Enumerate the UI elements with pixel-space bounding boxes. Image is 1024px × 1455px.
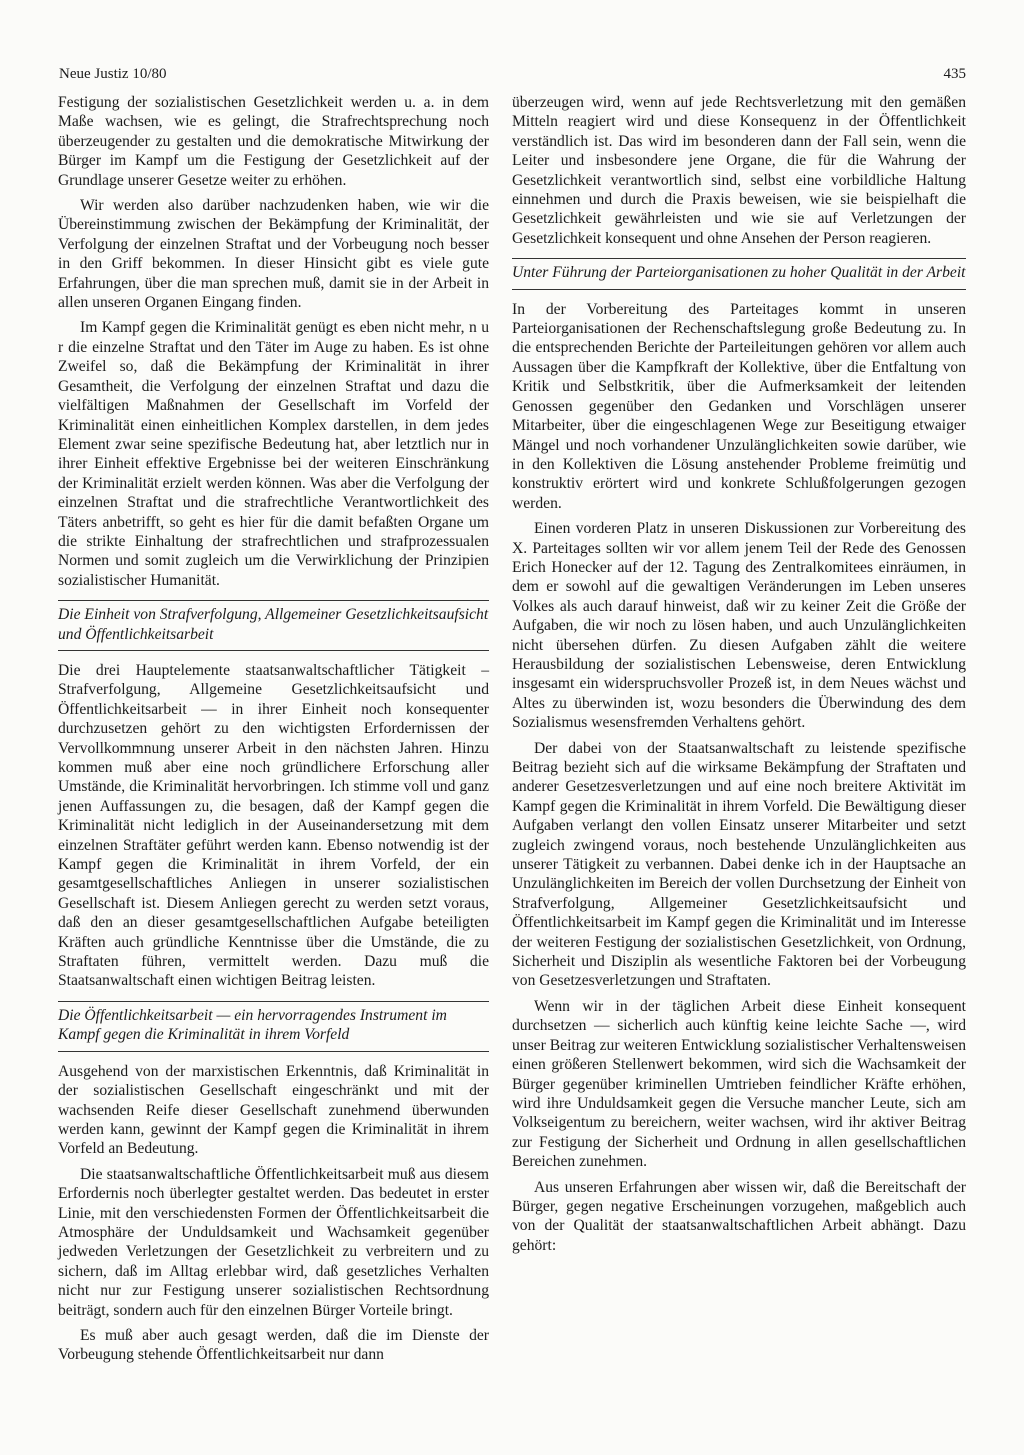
section-divider xyxy=(58,600,489,601)
paragraph: In der Vorbereitung des Parteitages kommt in unseren Parteiorganisationen der Rechenschaftslegung große Bedeutung zu. In die entsprechenden Berichte der Parteileitungen gehören vor allem auch Aussagen über die Kampfkraft der Kollektive, über die Entfaltung von Kritik und Selbstkritik, über die Aufmerksamkeit der leitenden Genossen gegenüber den Gedanken und Vorschlägen unserer Mitarbeiter, über die eingeschlagenen Wege zur Beseitigung etwaiger Mängel und noch vorhandener Unzulänglichkeiten sowie darüber, wie in den Kollektiven die Lösung anstehender Probleme freimütig und konstruktiv erörtert wird und konkrete Schlußfolgerungen gezogen werden. xyxy=(512,300,966,512)
paragraph: Aus unseren Erfahrungen aber wissen wir, daß die Bereitschaft der Bürger, gegen negative Erscheinungen vorzugehen, maßgeblich auch von der Qualität der staatsanwaltschaftlichen Arbeit abhängt. Dazu gehört: xyxy=(512,1178,966,1254)
paragraph: Die staatsanwaltschaftliche Öffentlichkeitsarbeit muß aus diesem Erfordernis noch überlegter gestaltet werden. Das bedeutet in erster Linie, mit den verschiedensten Formen der Öffentlichkeitsarbeit die Atmosphäre der Unduldsamkeit und Wachsamkeit gegenüber jedweden Verletzungen der Gesetzlichkeit zu verbreitern und zu sichern, daß im Alltag erlebbar wird, daß gesetzliches Verhalten nicht nur zur Festigung unserer sozialistischen Rechtsordnung beiträgt, sondern auch für den einzelnen Bürger Vorteile bringt. xyxy=(58,1165,489,1319)
section-divider xyxy=(512,258,966,259)
paragraph: Der dabei von der Staatsanwaltschaft zu leistende spezifische Beitrag bezieht sich auf die wirksame Bekämpfung der Straftaten und anderer Gesetzesverletzungen und auf eine noch breitere Aktivität im Kampf gegen die Kriminalität in ihrem Vorfeld. Die Bewältigung dieser Aufgaben verlangt den vollen Einsatz unserer Mitarbeiter und setzt zugleich zwingend voraus, noch bestehende Unzulänglichkeiten aus unserer Tätigkeit zu verbannen. Dabei denke ich in der Hauptsache an Unzulänglichkeiten im Bereich der vollen Durchsetzung der Einheit von Strafverfolgung, Allgemeiner Gesetzlichkeitsaufsicht und Öffentlichkeitsarbeit im Kampf gegen die Kriminalität und im Interesse der weiteren Festigung der sozialistischen Gesetzlichkeit, von Ordnung, Sicherheit und Disziplin als wesentliche Faktoren bei der Vorbeugung von Gesetzesverletzungen und Straftaten. xyxy=(512,739,966,990)
paragraph: Wir werden also darüber nachzudenken haben, wie wir die Übereinstimmung zwischen der Bekämpfung der Kriminalität, der Verfolgung der einzelnen Straftat und der Vorbeugung noch besser in den Griff bekommen. In dieser Hinsicht gibt es viele gute Erfahrungen, über die man sprechen muß, damit sie in der Arbeit in allen unseren Organen Eingang finden. xyxy=(58,197,489,312)
left-column xyxy=(58,93,489,1365)
running-header xyxy=(59,66,966,88)
section-divider xyxy=(58,1001,489,1002)
paragraph: Die drei Hauptelemente staatsanwaltschaftlicher Tätigkeit – Strafverfolgung, Allgemeine Gesetzlichkeitsaufsicht und Öffentlichkeitsarbeit — in ihrer Einheit noch konsequenter durchzusetzen gehört zu den wichtigsten Erfordernissen der Vervollkommnung unserer Arbeit in den nächsten Jahren. Hinzu kommen muß aber eine noch gründlichere Erforschung aller Umstände, die Kriminalität hervorbringen. Ich stimme voll und ganz jenen Auffassungen zu, die besagen, daß der Kampf gegen die Kriminalität nicht lediglich in der Auseinandersetzung mit dem einzelnen Straftäter geführt werden kann. Ebenso notwendig ist der Kampf gegen die Kriminalität in ihrem Vorfeld, der ein gesamtgesellschaftliches Anliegen in unserer sozialistischen Gesellschaft ist. Diesem Anliegen gerecht zu werden setzt voraus, daß den an dieser gesamtgesellschaftlichen Aufgabe beteiligten Kräften auch gründliche Kenntnisse über die Umstände, die zu Straftaten führen, vermittelt werden. Dazu muß die Staatsanwaltschaft einen wichtigen Beitrag leisten. xyxy=(58,661,489,990)
journal-title: Neue Justiz 10/80 xyxy=(59,66,167,82)
right-column xyxy=(512,93,966,1255)
paragraph: Ausgehend von der marxistischen Erkenntnis, daß Kriminalität in der sozialistischen Gesellschaft eingeschränkt und mit der wachsenden Reife dieser Gesellschaft zunehmend überwunden werden kann, gewinnt der Kampf gegen die Kriminalität in ihrem Vorfeld an Bedeutung. xyxy=(58,1062,489,1158)
section-heading: Die Öffentlichkeitsarbeit — ein hervorragendes Instrument im Kampf gegen die Kriminalität in ihrem Vorfeld xyxy=(58,1006,489,1052)
paragraph: überzeugen wird, wenn auf jede Rechtsverletzung mit den gemäßen Mitteln reagiert wird und diese Konsequenz in der Öffentlichkeit verständlich ist. Das wird im besonderen dann der Fall sein, wenn die Leiter und insbesondere jene Organe, die für die Wahrung der Gesetzlichkeit verantwortlich sind, selbst eine vorbildliche Haltung einnehmen und durch die Praxis beweisen, wie sie beispielhaft die Gesetzlichkeit gewährleisten und wie sie auf Verletzungen der Gesetzlichkeit konsequent und ohne Ansehen der Person reagieren. xyxy=(512,94,966,247)
section-heading: Die Einheit von Strafverfolgung, Allgemeiner Gesetzlichkeitsaufsicht und Öffentlichkeitsarbeit xyxy=(58,605,489,651)
paragraph: Wenn wir in der täglichen Arbeit diese Einheit konsequent durchsetzen — sicherlich auch künftig keine leichte Sache —, wird unser Beitrag zur weiteren Entwicklung sozialistischer Verhaltensweisen einen größeren Stellenwert bekommen, wird sich die Wachsamkeit der Bürger gegenüber kriminellen Umtrieben feindlicher Kräfte erhöhen, wird ihre Unduldsamkeit gegen die Versuche mancher Leute, sich am Volkseigentum zu bereichern, weiter wachsen, wird ihr aktiver Beitrag zur Festigung der Sicherheit und Ordnung in allen gesellschaftlichen Bereichen zunehmen. xyxy=(512,997,966,1171)
paragraph: Im Kampf gegen die Kriminalität genügt es eben nicht mehr, n u r die einzelne Straftat und den Täter im Auge zu haben. Es ist ohne Zweifel so, daß die Bekämpfung der Kriminalität in ihrer Gesamtheit, die Verfolgung der einzelnen Straftat und dazu die vielfältigen Maßnahmen der Gesellschaft im Vorfeld der Kriminalität einen einheitlichen Komplex darstellen, in dem jedes Element zwar seine spezifische Bedeutung hat, aber letztlich nur in ihrer Einheit effektive Ergebnisse bei der weiteren Einschränkung der Kriminalität erzielt werden können. Was aber die Verfolgung der einzelnen Straftat und die strafrechtliche Verantwortlichkeit des Täters anbetrifft, so geht es hier für die damit befaßten Organe um die strikte Einhaltung der strafrechtlichen und strafprozessualen Normen und somit zugleich um die Verwirklichung der Prinzipien sozialistischer Humanität. xyxy=(58,319,489,589)
paragraph: Einen vorderen Platz in unseren Diskussionen zur Vorbereitung des X. Parteitages sollten wir vor allem jenem Teil der Rede des Genossen Erich Honecker auf der 12. Tagung des Zentralkomitees einräumen, in dem er sowohl auf die gewaltigen Veränderungen im Leben unseres Volkes als auch darauf hinweist, daß wir zu keiner Zeit die Größe der Aufgaben, die wir noch zu lösen haben, und auch Unzulänglichkeiten nicht übersehen dürfen. Zu diesen Aufgaben zählt die weitere Herausbildung der sozialistischen Lebensweise, deren Entwicklung insgesamt ein widerspruchsvoller Prozeß ist, in dem Neues wächst und Altes zu überwinden ist, wozu besonders die Überwindung des dem Sozialismus wesensfremden Verhaltens gehört. xyxy=(512,520,966,732)
section-heading: Unter Führung der Parteiorganisationen zu hoher Qualität in der Arbeit xyxy=(512,263,966,289)
paragraph: Es muß aber auch gesagt werden, daß die im Dienste der Vorbeugung stehende Öffentlichkeitsarbeit nur dann xyxy=(58,1326,489,1364)
page-number: 435 xyxy=(943,66,966,82)
paragraph: Festigung der sozialistischen Gesetzlichkeit werden u. a. in dem Maße wachsen, wie es gelingt, die Strafrechtsprechung noch überzeugender zu gestalten und die demokratische Mitwirkung der Bürger im Kampf um die Festigung der Gesetzlichkeit auf der Grundlage unserer Gesetze weiter zu erhöhen. xyxy=(58,94,489,189)
